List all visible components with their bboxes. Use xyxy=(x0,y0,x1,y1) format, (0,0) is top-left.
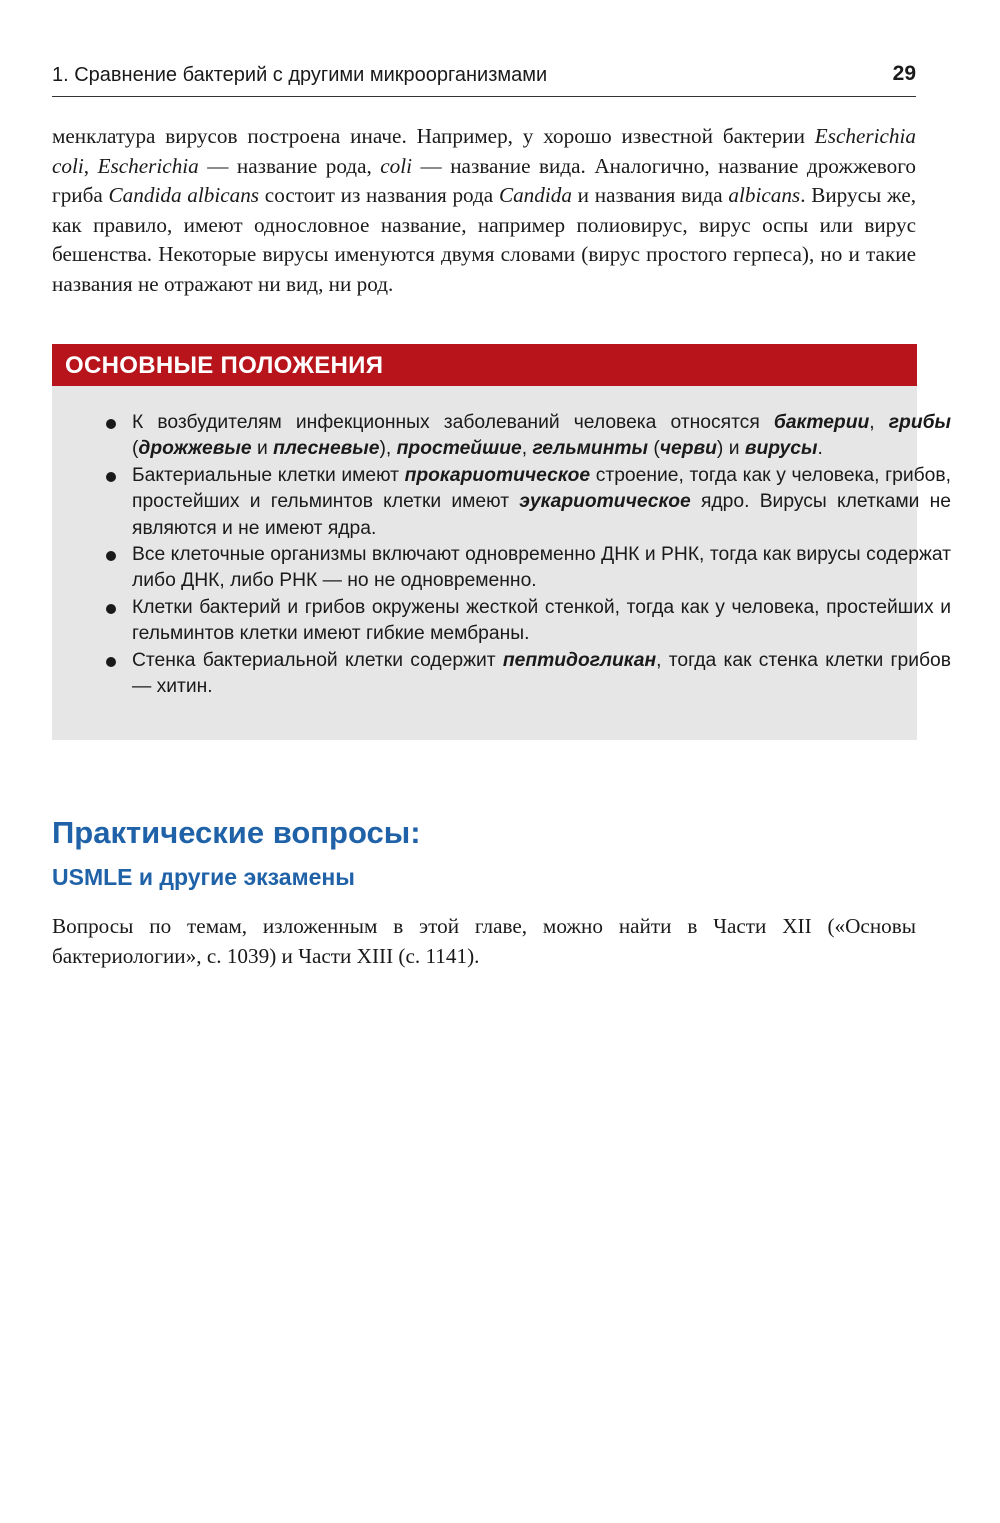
key-point-item xyxy=(106,542,951,595)
key-point-text: ( xyxy=(647,438,660,460)
intro-text: , xyxy=(83,153,98,178)
key-point-text: К возбудителям инфекционных заболеваний человека относятся xyxy=(132,412,774,433)
bullet-icon xyxy=(106,657,116,667)
intro-italic: Candida xyxy=(498,183,572,207)
practice-title: Практические вопросы: xyxy=(52,815,421,850)
key-point-text: ), xyxy=(379,438,397,460)
key-point-text: ( xyxy=(132,438,139,460)
key-point-text: Все клеточные организмы включают одновременно ДНК и РНК, тогда как вирусы содержат либо ДНК, либо РНК — но не одновременно. xyxy=(132,544,951,592)
key-point-text: Бактериальные клетки имеют xyxy=(132,464,405,486)
intro-text: — название рода, xyxy=(198,153,381,178)
key-point-text: . xyxy=(817,438,823,460)
intro-paragraph xyxy=(52,122,916,299)
chapter-title: 1. Сравнение бактерий с другими микроорганизмами xyxy=(52,64,548,86)
bullet-icon xyxy=(106,551,116,561)
intro-italic: Escherichia coli xyxy=(52,124,916,178)
bullet-icon xyxy=(106,419,116,429)
key-term: эукариотическое xyxy=(519,491,691,513)
key-point-item xyxy=(106,648,951,701)
key-point-item xyxy=(106,463,951,542)
key-point-text: , тогда как стенка клетки грибов — хитин. xyxy=(132,649,952,698)
bullet-icon xyxy=(106,604,116,614)
key-point-item xyxy=(106,410,951,463)
intro-text: состоит из названия рода xyxy=(259,183,499,207)
intro-italic: Candida albicans xyxy=(108,183,260,207)
intro-italic: albicans xyxy=(728,183,801,207)
bullet-icon xyxy=(106,472,116,482)
key-point-text: Стенка бактериальной клетки содержит xyxy=(132,649,503,671)
intro-text: — название вида. Аналогично, название дрожжевого гриба xyxy=(52,153,916,207)
key-point-text: Клетки бактерий и грибов окружены жесткой стенкой, тогда как у человека, простейших и гельминтов клетки имеют гибкие мембраны. xyxy=(132,596,951,645)
practice-paragraph: Вопросы по темам, изложенным в этой главе, можно найти в Части XII («Основы бактериологии», с. 1039) и Части XIII (с. 1141). xyxy=(52,914,916,968)
intro-text: менклатура вирусов построена иначе. Например, у хорошо известной бактерии xyxy=(52,124,815,148)
intro-italic: coli xyxy=(380,153,413,178)
page-number: 29 xyxy=(892,62,916,85)
key-term: простейшие xyxy=(396,438,522,460)
practice-subtitle: USMLE и другие экзамены xyxy=(52,864,355,890)
key-points-box xyxy=(52,344,952,740)
running-header xyxy=(52,60,916,97)
key-point-text: ) и xyxy=(716,438,745,460)
intro-italic: Escherichia xyxy=(97,153,199,178)
key-point-item xyxy=(106,595,951,648)
key-point-text: , xyxy=(521,438,533,460)
key-term: пептидогликан xyxy=(502,649,657,671)
key-point-text: ядро. Вирусы клетками не являются и не имеют ядра. xyxy=(132,491,951,539)
key-term: грибы xyxy=(888,412,952,433)
key-term: гельминты xyxy=(532,438,648,460)
key-term: прокариотическое xyxy=(404,464,591,486)
intro-text: . Вирусы же, как правило, имеют однословное название, например полиовирус, вирус оспы или вирус бешенства. Некоторые вирусы именуются двумя словами (вирус простого герпеса), но и такие названия не отражают ни вид, ни род. xyxy=(52,183,917,296)
key-term: плесневые xyxy=(273,438,380,460)
key-term: дрожжевые xyxy=(138,438,252,460)
key-points-list xyxy=(106,410,951,700)
key-point-text: и xyxy=(251,438,274,460)
key-point-text: , xyxy=(869,412,889,433)
intro-text: и названия вида xyxy=(571,183,729,207)
key-term: бактерии xyxy=(773,412,870,433)
key-term: черви xyxy=(659,438,717,460)
key-points-title: ОСНОВНЫЕ ПОЛОЖЕНИЯ xyxy=(52,344,917,386)
key-point-text: строение, тогда как у человека, грибов, простейших и гельминтов клетки имеют xyxy=(132,464,951,513)
key-term: вирусы xyxy=(744,438,818,460)
